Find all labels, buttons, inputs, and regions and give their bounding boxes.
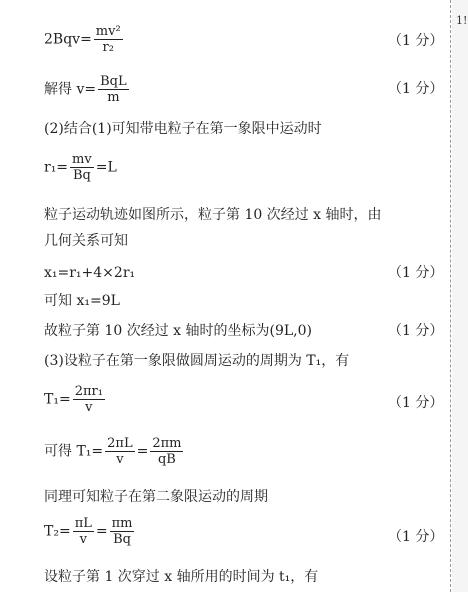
text-line-15: 设粒子第 1 次穿过 x 轴所用的时间为 t₁，有 [44,569,319,585]
eq11-numerator: 2πr₁ [74,384,103,399]
equation-14 [44,516,136,547]
eq11-denominator: v [85,400,93,415]
eq4-numerator: mv [72,152,92,167]
text-line-8: 可知 x₁=9L [44,293,120,309]
eq14-equals: = [95,523,108,540]
eq11-left: T₁= [44,391,71,408]
eq14-numerator-2: πm [111,516,133,531]
eq4-denominator: Bq [72,168,91,183]
score-11: （1 分） [388,395,444,411]
eq14-denominator-1: v [79,532,87,547]
eq12-fraction-1 [105,436,134,467]
eq1-numerator: mv² [95,24,121,39]
eq2-fraction [98,74,129,105]
equation-7: x₁=r₁+4×2r₁ [44,265,136,281]
text-line-5: 粒子运动轨迹如图所示，粒子第 10 次经过 x 轴时，由 [44,207,382,223]
score-14: （1 分） [388,529,444,545]
eq14-numerator-1: πL [74,516,92,531]
eq12-denominator-2: qB [157,452,176,467]
eq14-fraction-1 [73,516,94,547]
text-line-3: (2)结合(1)可知带电粒子在第一象限中运动时 [44,121,322,137]
eq11-fraction [73,384,105,415]
binding-line [450,0,451,592]
equation-1 [44,24,125,55]
score-7: （1 分） [388,265,444,281]
equation-11 [44,384,107,415]
eq1-left: 2Bqv= [44,31,92,48]
eq14-denominator-2: Bq [113,532,131,547]
eq4-left: r₁= [44,159,69,176]
equation-4 [44,152,117,183]
score-9: （1 分） [388,323,444,339]
eq14-left: T₂= [44,523,71,540]
text-line-6: 几何关系可知 [44,233,128,249]
eq12-equals: = [136,443,149,460]
eq14-fraction-2 [110,516,135,547]
score-2: （1 分） [388,81,444,97]
eq12-numerator-2: 2πm [152,436,182,451]
eq2-left: v= [76,81,97,98]
eq2-numerator: BqL [100,74,127,89]
eq2-denominator: m [107,90,120,105]
eq12-fraction-2 [150,436,183,467]
text-line-10: (3)设粒子在第一象限做圆周运动的周期为 T₁，有 [44,353,350,369]
equation-12 [44,436,185,467]
text-line-9: 故粒子第 10 次经过 x 轴时的坐标为(9L,0) [44,323,312,339]
equation-2 [44,74,131,105]
eq1-fraction [94,24,123,55]
eq4-fraction [70,152,94,183]
eq1-denominator: r₂ [102,40,114,55]
text-line-13: 同理可知粒子在第二象限运动的周期 [44,489,268,505]
margin-number: 1! [456,14,468,27]
eq2-prefix: 解得 [44,81,77,98]
eq12-denominator-1: v [116,452,124,467]
eq12-prefix: 可得 T₁= [44,443,104,460]
eq12-numerator-1: 2πL [107,436,133,451]
eq4-right: =L [95,159,117,176]
score-1: （1 分） [388,33,444,49]
